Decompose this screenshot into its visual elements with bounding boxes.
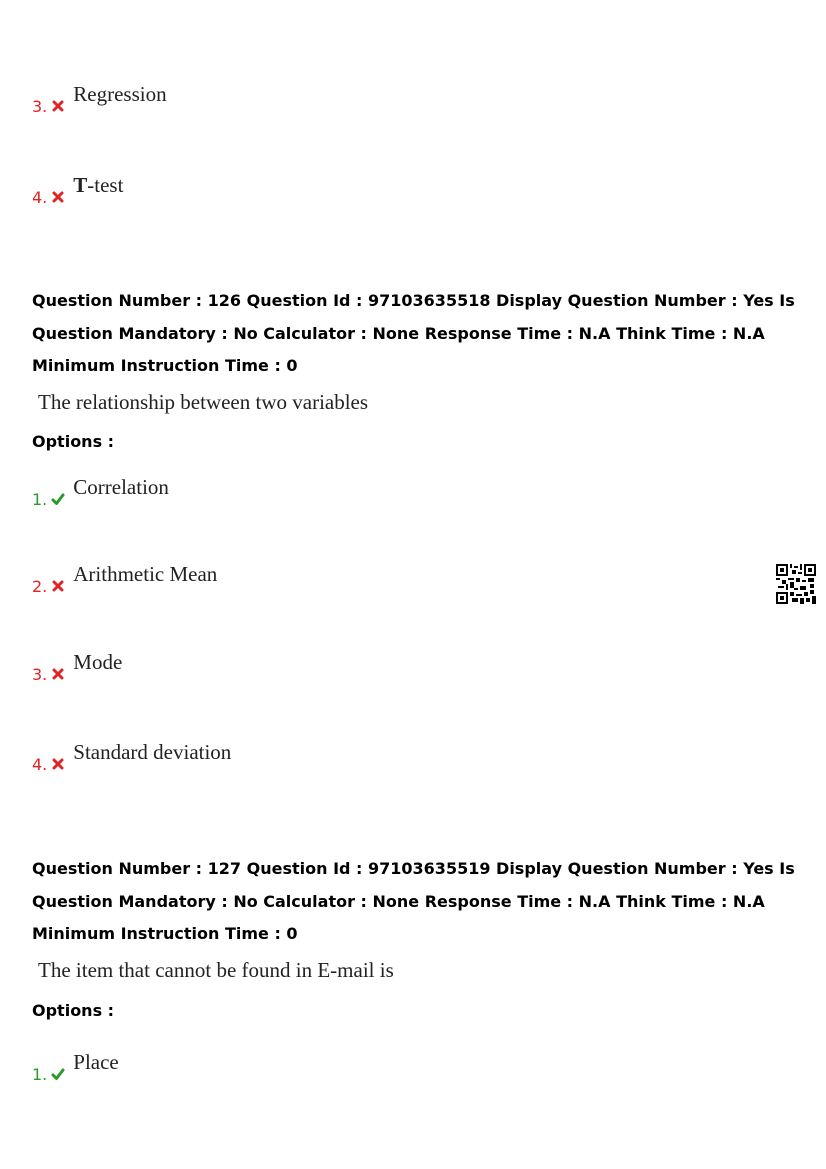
options-label: Options : (32, 1001, 115, 1020)
option-text: Mode (73, 650, 123, 674)
option-text-rest: -test (87, 173, 124, 197)
option-number: 4. (32, 188, 48, 207)
option-number: 4. (32, 755, 48, 774)
option-row (32, 173, 124, 207)
option-row (32, 740, 232, 774)
qr-code-icon (776, 564, 816, 604)
cross-icon (51, 190, 65, 204)
option-row (32, 650, 123, 684)
option-text: Regression (73, 82, 167, 106)
question-meta: Question Number : 126 Question Id : 97103635518 Display Question Number : Yes Is Question Mandatory : No Calculator : None Response Time : N.A Think Time : N.A Minimum Instruction Time : 0 (32, 291, 795, 375)
cross-icon (51, 579, 65, 593)
check-icon (51, 492, 65, 506)
option-text: Arithmetic Mean (73, 562, 218, 586)
option-text: Correlation (73, 475, 169, 499)
options-label: Options : (32, 432, 115, 451)
question-text: The relationship between two variables (38, 390, 369, 414)
option-row (32, 562, 218, 596)
option-number: 2. (32, 577, 48, 596)
option-number: 3. (32, 665, 48, 684)
option-row (32, 82, 167, 116)
option-text (73, 173, 123, 198)
cross-icon (51, 99, 65, 113)
question-meta: Question Number : 127 Question Id : 97103635519 Display Question Number : Yes Is Question Mandatory : No Calculator : None Response Time : N.A Think Time : N.A Minimum Instruction Time : 0 (32, 859, 795, 943)
option-text: Place (73, 1050, 119, 1074)
question-text: The item that cannot be found in E-mail is (38, 958, 394, 982)
option-text: Standard deviation (73, 740, 232, 764)
cross-icon (51, 667, 65, 681)
option-row (32, 475, 169, 509)
option-row (32, 1050, 119, 1084)
cross-icon (51, 757, 65, 771)
option-text-bold: T (73, 173, 88, 197)
option-number: 3. (32, 97, 48, 116)
option-number: 1. (32, 1065, 48, 1084)
check-icon (51, 1067, 65, 1081)
option-number: 1. (32, 490, 48, 509)
